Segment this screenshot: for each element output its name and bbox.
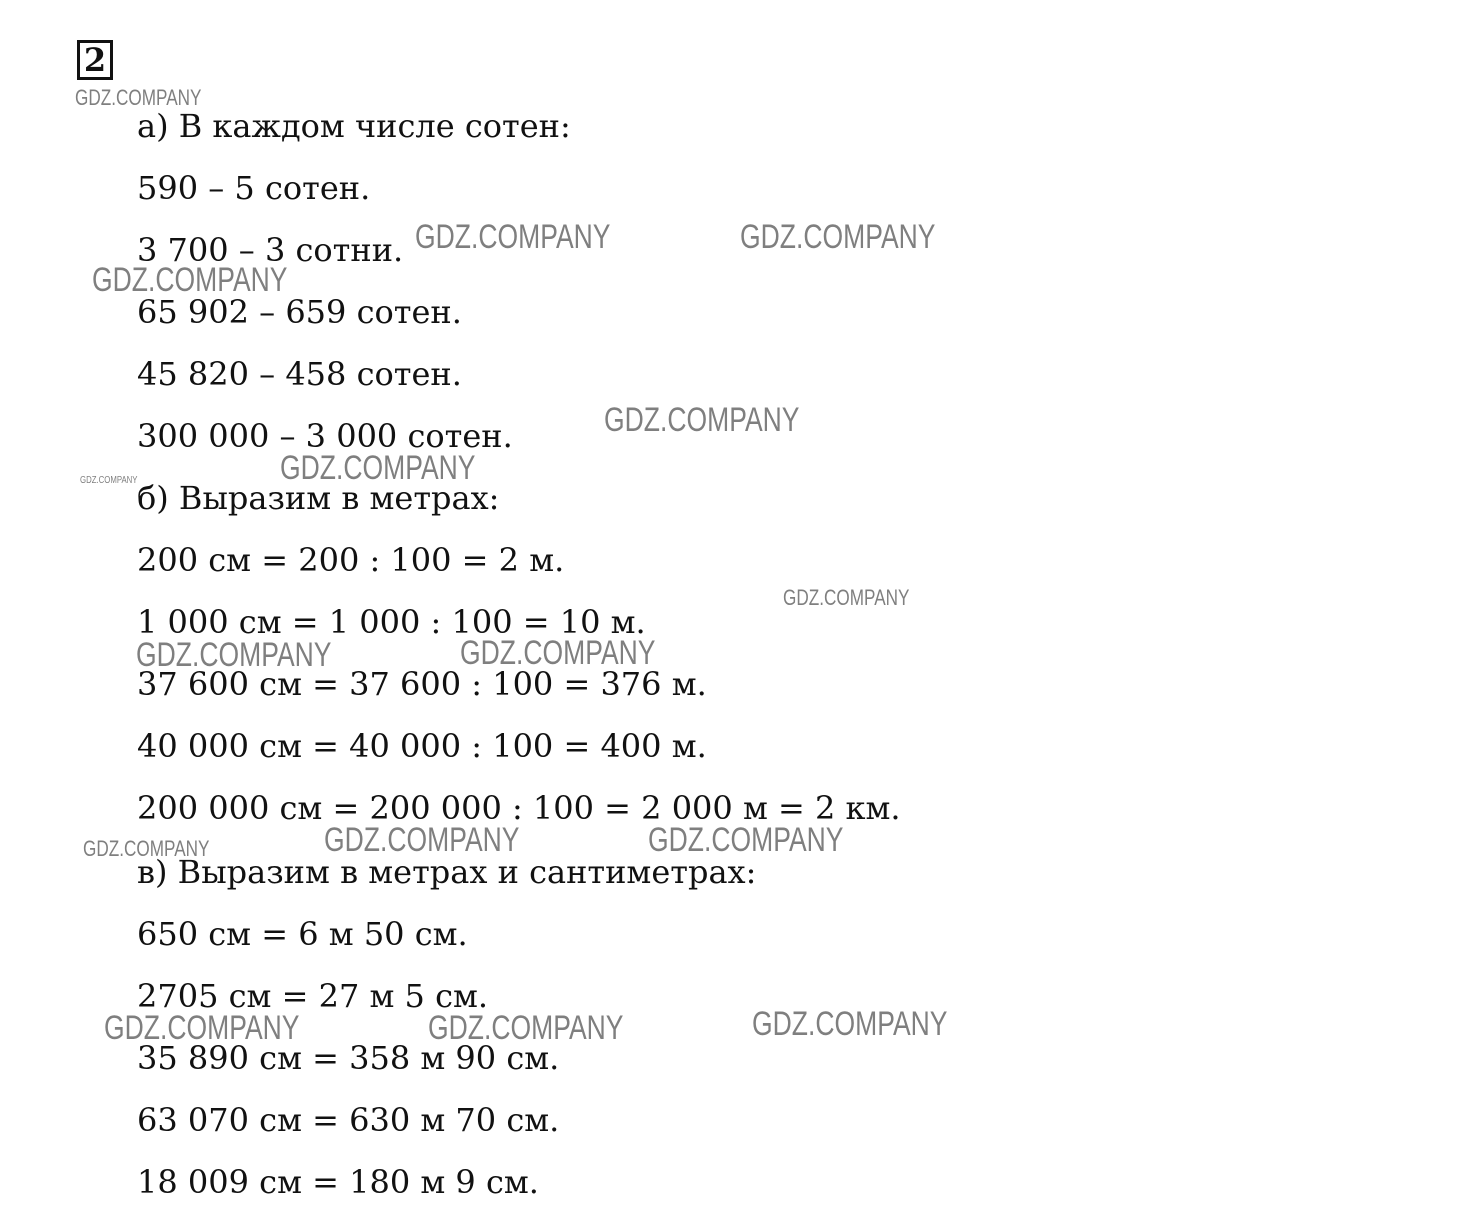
section-c-heading: в) Выразим в метрах и сантиметрах: <box>137 853 757 891</box>
text-line: 650 см = 6 м 50 см. <box>137 915 468 953</box>
watermark: GDZ.COMPANY <box>80 475 138 486</box>
text-line: 37 600 см = 37 600 : 100 = 376 м. <box>137 665 707 703</box>
text-line: 200 см = 200 : 100 = 2 м. <box>137 541 565 579</box>
watermark: GDZ.COMPANY <box>324 821 520 859</box>
watermark: GDZ.COMPANY <box>604 401 800 439</box>
text-line: 18 009 см = 180 м 9 см. <box>137 1163 539 1201</box>
text-line: 3 700 – 3 сотни. <box>137 231 404 269</box>
text-line: 2705 см = 27 м 5 см. <box>137 977 489 1015</box>
text-line: 40 000 см = 40 000 : 100 = 400 м. <box>137 727 707 765</box>
watermark: GDZ.COMPANY <box>740 218 936 256</box>
watermark: GDZ.COMPANY <box>280 449 476 487</box>
text-line: 300 000 – 3 000 сотен. <box>137 417 513 455</box>
task-number-badge: 2 <box>77 40 113 80</box>
text-line: 65 902 – 659 сотен. <box>137 293 462 331</box>
watermark: GDZ.COMPANY <box>752 1005 948 1043</box>
section-a-heading: а) В каждом числе сотен: <box>137 107 571 145</box>
text-line: 200 000 см = 200 000 : 100 = 2 000 м = 2 км. <box>137 789 901 827</box>
watermark: GDZ.COMPANY <box>83 836 210 861</box>
text-line: 63 070 см = 630 м 70 см. <box>137 1101 560 1139</box>
watermark: GDZ.COMPANY <box>460 634 656 672</box>
watermark: GDZ.COMPANY <box>92 261 288 299</box>
watermark: GDZ.COMPANY <box>428 1009 624 1047</box>
section-b-heading: б) Выразим в метрах: <box>137 479 500 517</box>
watermark: GDZ.COMPANY <box>415 218 611 256</box>
text-line: 35 890 см = 358 м 90 см. <box>137 1039 560 1077</box>
watermark: GDZ.COMPANY <box>136 636 332 674</box>
text-line: 1 000 см = 1 000 : 100 = 10 м. <box>137 603 646 641</box>
text-line: 590 – 5 сотен. <box>137 169 371 207</box>
watermark: GDZ.COMPANY <box>648 821 844 859</box>
watermark: GDZ.COMPANY <box>104 1009 300 1047</box>
watermark: GDZ.COMPANY <box>783 585 910 610</box>
text-line: 45 820 – 458 сотен. <box>137 355 462 393</box>
watermark: GDZ.COMPANY <box>75 85 202 110</box>
